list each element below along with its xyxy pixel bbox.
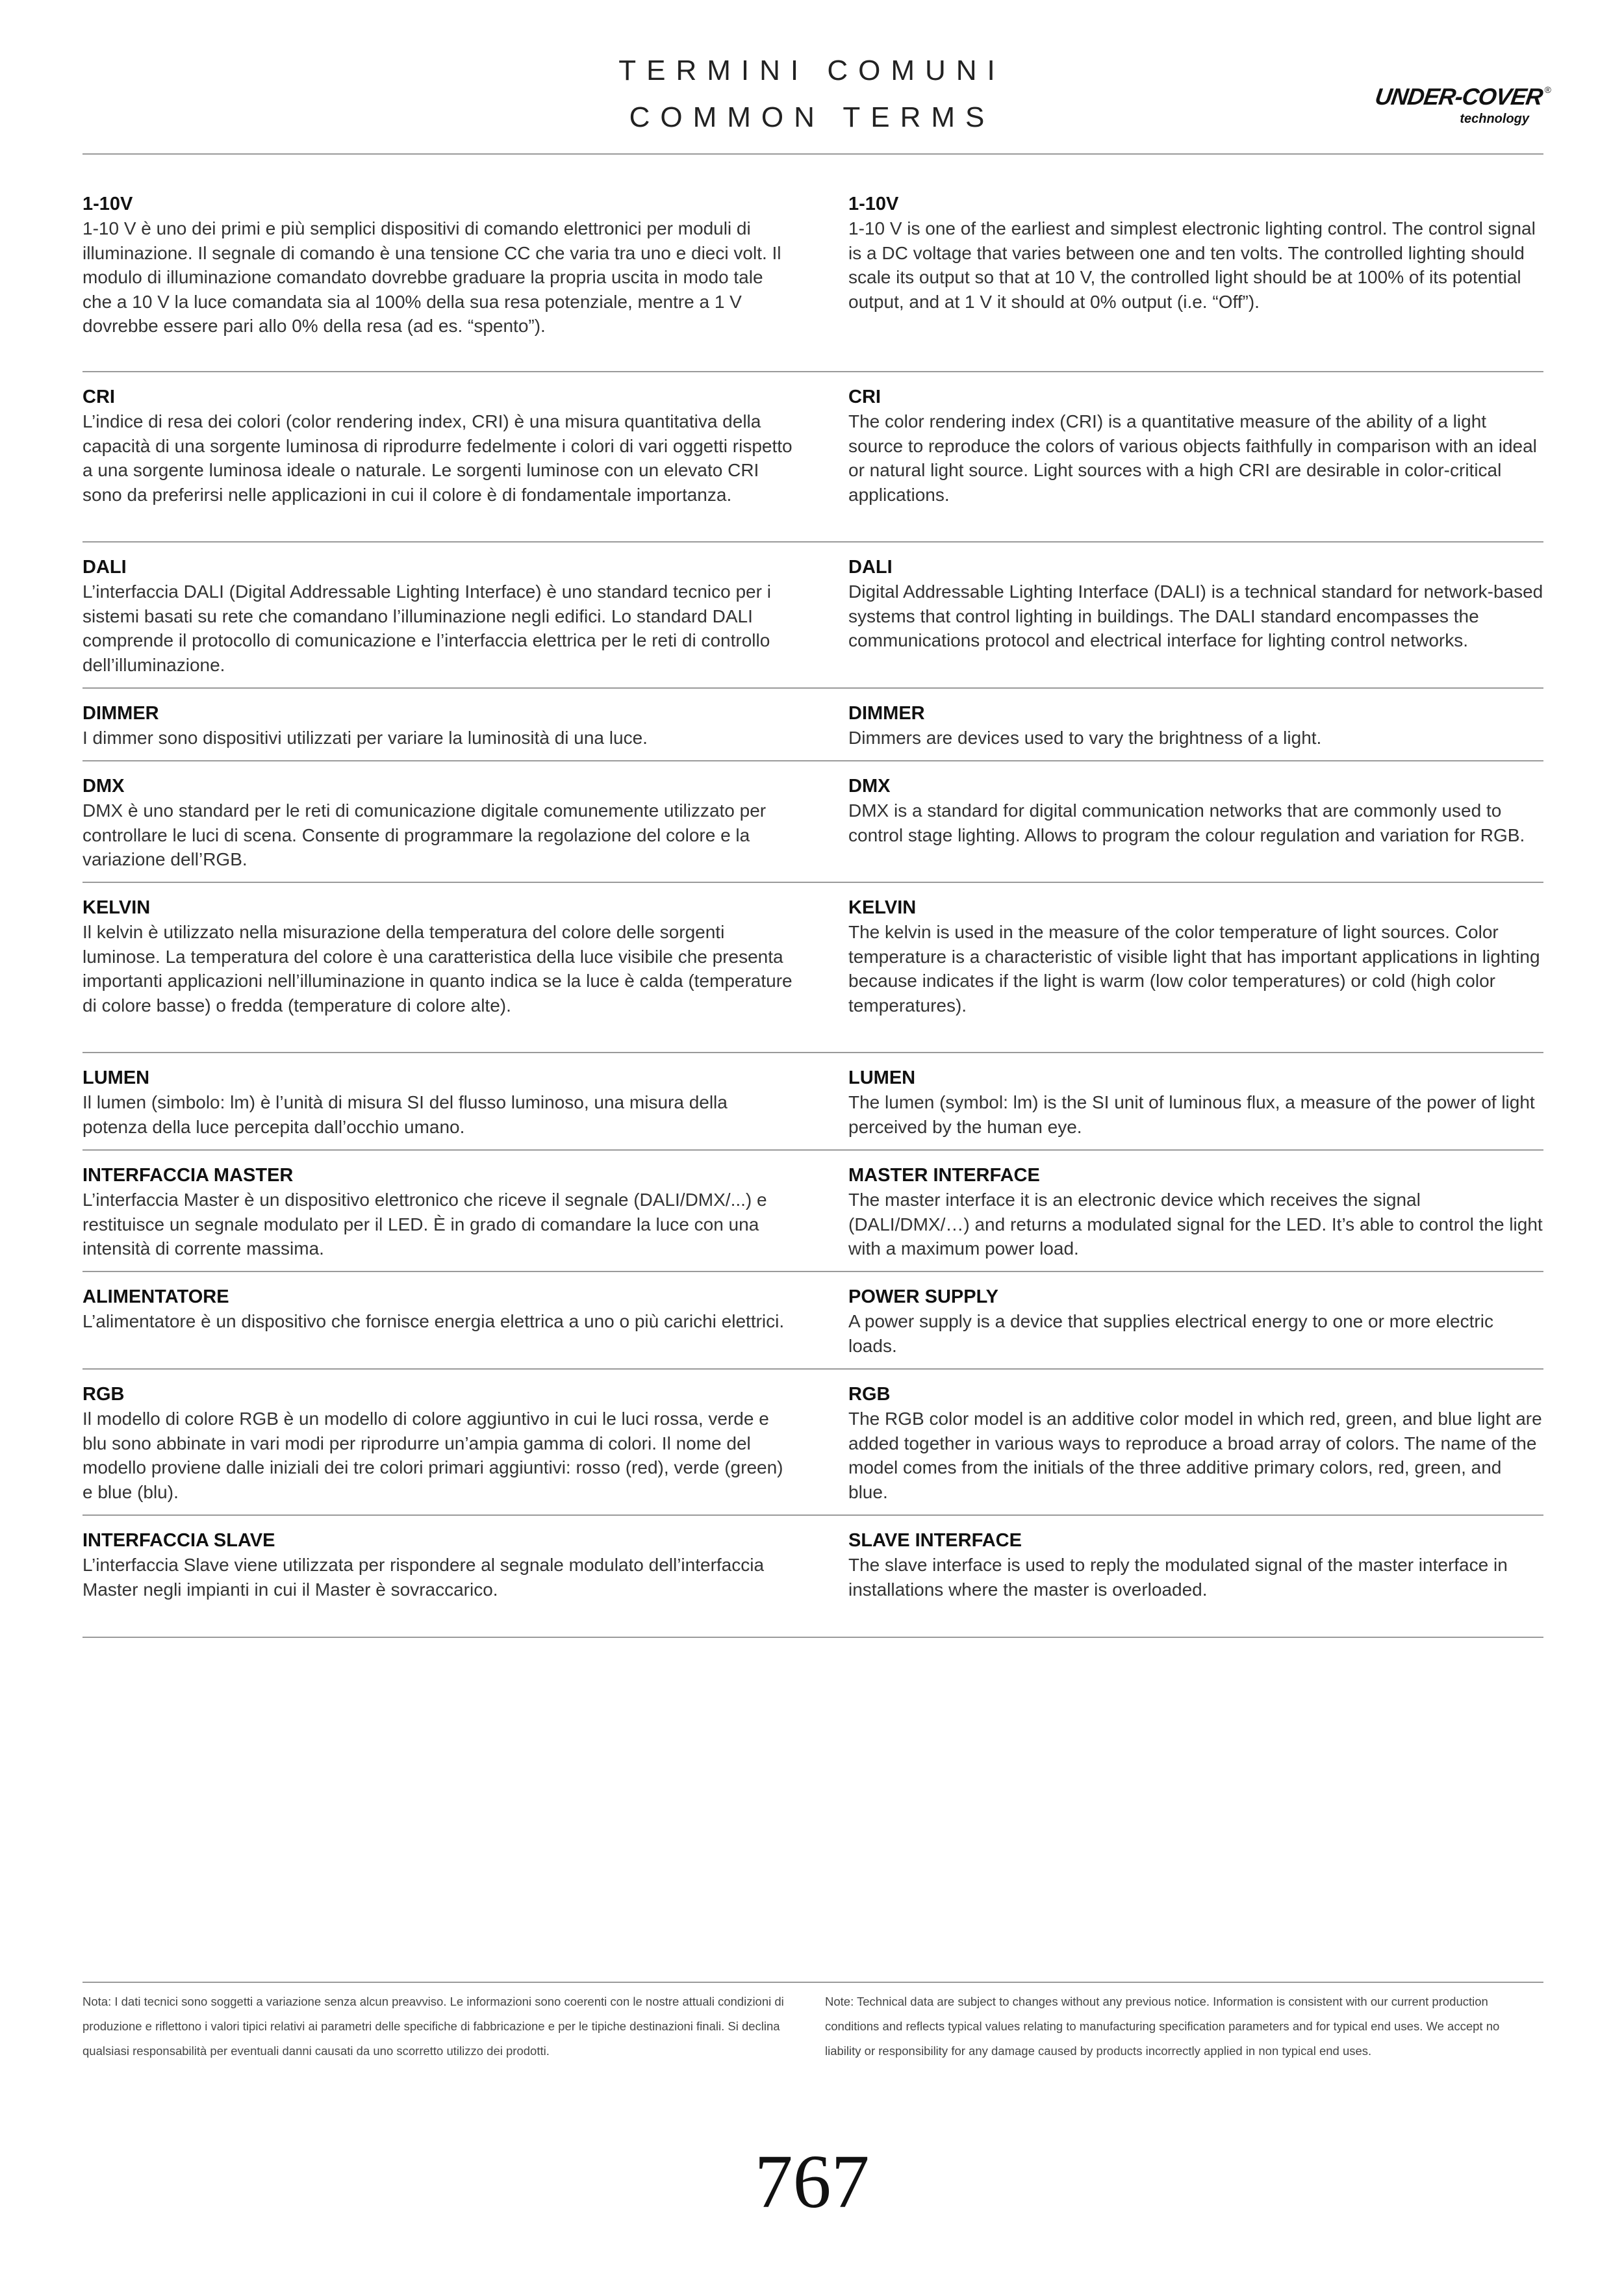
term-english: KELVIN xyxy=(848,897,917,918)
entry-italian xyxy=(82,385,797,530)
footnote-english: Note: Technical data are subject to changes without any previous notice. Information is consistent with our current production conditions and reflects typical values relating to manufacturing specification parameters and for typical end uses. We accept no liability or responsibility for any damage caused by products incorrectly applied in non typical end uses. xyxy=(825,1995,1500,2058)
definition-italian: Il lumen (simbolo: lm) è l’unità di misura SI del flusso luminoso, una misura della potenza della luce percepita dall’occhio umano. xyxy=(82,1092,728,1137)
glossary-entry xyxy=(82,1053,1543,1151)
entry-english xyxy=(848,774,1543,870)
term-english: MASTER INTERFACE xyxy=(848,1165,1040,1186)
page-title-italian: TERMINI COMUNI xyxy=(618,55,1006,86)
registered-mark-icon: ® xyxy=(1544,84,1551,95)
glossary-list xyxy=(82,179,1543,1638)
term-italian: INTERFACCIA MASTER xyxy=(82,1165,294,1186)
definition-italian: L’indice di resa dei colori (color rendering index, CRI) è una misura quantitativa della capacità di una sorgente luminosa di riprodurre fedelmente i colori di vari oggetti rispetto a una sorgente luminosa ideale o naturale. Le sorgenti luminose con un elevato CRI sono da preferirsi nelle applicazioni in cui il colore è di fondamentale importanza. xyxy=(82,411,793,505)
definition-italian: L’interfaccia DALI (Digital Addressable Lighting Interface) è uno standard tecnico per i sistemi basati su rete che comandano l’illuminazione negli edifici. Lo standard DALI comprende il protocollo di comunicazione e l’interfaccia elettrica per le reti di controllo dell’illuminazione. xyxy=(82,581,771,675)
glossary-entry xyxy=(82,1370,1543,1516)
glossary-entry xyxy=(82,689,1543,761)
entry-italian xyxy=(82,1066,797,1138)
definition-english: The slave interface is used to reply the modulated signal of the master interface in installations where the master is overloaded. xyxy=(848,1555,1508,1600)
term-italian: DIMMER xyxy=(82,703,159,724)
entry-english xyxy=(848,702,1543,748)
definition-italian: L’alimentatore è un dispositivo che fornisce energia elettrica a uno o più carichi elettrici. xyxy=(82,1311,785,1331)
glossary-entry xyxy=(82,372,1543,543)
term-italian: KELVIN xyxy=(82,897,151,918)
entry-italian xyxy=(82,774,797,870)
page-number: 767 xyxy=(754,2139,870,2224)
entry-english xyxy=(848,896,1543,1040)
term-italian: INTERFACCIA SLAVE xyxy=(82,1530,275,1551)
definition-english: The master interface it is an electronic device which receives the signal (DALI/DMX/…) and returns a modulated signal for the LED. It’s able to control the light with a maximum power load. xyxy=(848,1190,1543,1258)
glossary-entry xyxy=(82,1151,1543,1272)
under-cover-logo xyxy=(1373,83,1551,135)
term-italian: ALIMENTATORE xyxy=(82,1286,229,1307)
definition-italian: L’interfaccia Slave viene utilizzata per rispondere al segnale modulato dell’interfaccia Master negli impianti in cui il Master è sovraccarico. xyxy=(82,1555,765,1600)
term-italian: CRI xyxy=(82,387,115,407)
definition-italian: L’interfaccia Master è un dispositivo elettronico che riceve il segnale (DALI/DMX/...) e restituisce un segnale modulato per il LED. È in grado di comandare la luce con una intensità di corrente massima. xyxy=(82,1190,767,1258)
definition-english: The kelvin is used in the measure of the color temperature of light sources. Color temperature is a characteristic of visible light that has important applications in lighting because indicates if the light is warm (low color temperatures) or cold (high color temperatures). xyxy=(848,922,1540,1016)
term-english: DALI xyxy=(848,557,893,578)
term-italian: RGB xyxy=(82,1384,125,1405)
glossary-entry xyxy=(82,179,1543,372)
term-english: SLAVE INTERFACE xyxy=(848,1530,1022,1551)
entry-english xyxy=(848,1383,1543,1503)
term-english: DIMMER xyxy=(848,703,925,724)
footnote-italian: Nota: I dati tecnici sono soggetti a variazione senza alcun preavviso. Le informazioni sono coerenti con le nostre attuali condizioni di produzione e riflettono i valori tipici relativi ai parametri delle specifiche di fabbricazione e per le tipiche destinazioni finali. Si declina qualsiasi responsabilità per eventuali danni causati da uno scorretto utilizzo dei prodotti. xyxy=(82,1995,784,2058)
definition-italian: DMX è uno standard per le reti di comunicazione digitale comunemente utilizzato per controllare le luci di scena. Consente di programmare la regolazione del colore e la variazione dell’RGB. xyxy=(82,800,767,869)
page-title-english: COMMON TERMS xyxy=(629,101,995,133)
definition-italian: 1-10 V è uno dei primi e più semplici dispositivi di comando elettronici per moduli di illuminazione. Il segnale di comando è una tensione CC che varia tra uno e dieci volt. Il modulo di illuminazione comandato dovrebbe graduare la propria uscita in modo tale che a 10 V la luce comandata sia al 100% della sua resa potenziale, mentre a 1 V dovrebbe essere pari allo 0% della resa (ad es. “spento”). xyxy=(82,218,781,336)
term-english: DMX xyxy=(848,776,891,797)
definition-italian: Il kelvin è utilizzato nella misurazione della temperatura del colore delle sorgenti luminose. La temperatura del colore è una caratteristica della luce visibile che presenta importanti applicazioni nell’illuminazione in quanto indica se la luce è calda (temperature di colore basse) o fredda (temperature di colore alte). xyxy=(82,922,793,1016)
entry-italian xyxy=(82,1164,797,1259)
entry-italian xyxy=(82,556,797,676)
entry-italian xyxy=(82,1529,797,1625)
logo-wordmark: UNDER-COVER xyxy=(1373,83,1544,110)
entry-english xyxy=(848,1066,1543,1138)
entry-italian xyxy=(82,1285,797,1357)
term-italian: LUMEN xyxy=(82,1067,150,1088)
term-italian: 1-10V xyxy=(82,194,133,214)
entry-english xyxy=(848,1164,1543,1259)
definition-english: The RGB color model is an additive color model in which red, green, and blue light are added together in various ways to reproduce a broad array of colors. The name of the model comes from the initials of the three additive primary colors, red, green, and blue. xyxy=(848,1409,1542,1502)
footnote-divider xyxy=(82,1982,1543,1983)
definition-english: Digital Addressable Lighting Interface (DALI) is a technical standard for network-based systems that control lighting in buildings. The DALI standard encompasses the communications protocol and electrical interface for lighting control networks. xyxy=(848,581,1543,650)
entry-english xyxy=(848,192,1543,359)
definition-english: Dimmers are devices used to vary the brightness of a light. xyxy=(848,728,1322,748)
term-english: RGB xyxy=(848,1384,891,1405)
definition-italian: Il modello di colore RGB è un modello di colore aggiuntivo in cui le luci rossa, verde e blu sono abbinate in vari modi per riprodurre un’ampia gamma di colori. Il nome del modello proviene dalle iniziali dei tre colori primari aggiuntivi: rosso (red), verde (green) e blue (blu). xyxy=(82,1409,783,1502)
term-italian: DMX xyxy=(82,776,125,797)
glossary-entry xyxy=(82,761,1543,883)
definition-english: A power supply is a device that supplies electrical energy to one or more electric loads. xyxy=(848,1311,1493,1356)
entry-english xyxy=(848,556,1543,676)
term-english: LUMEN xyxy=(848,1067,916,1088)
term-italian: DALI xyxy=(82,557,127,578)
entry-english xyxy=(848,1529,1543,1625)
entry-italian xyxy=(82,192,797,359)
entry-english xyxy=(848,385,1543,530)
definition-english: The color rendering index (CRI) is a quantitative measure of the ability of a light source to reproduce the colors of various objects faithfully in comparison with an ideal or natural light source. Light sources with a high CRI are desirable in color-critical applications. xyxy=(848,411,1537,505)
definition-italian: I dimmer sono dispositivi utilizzati per variare la luminosità di una luce. xyxy=(82,728,648,748)
header-divider xyxy=(82,153,1543,155)
term-english: POWER SUPPLY xyxy=(848,1286,998,1307)
entry-italian xyxy=(82,1383,797,1503)
entry-italian xyxy=(82,896,797,1040)
logo-subtitle: technology xyxy=(1460,112,1529,126)
definition-english: DMX is a standard for digital communication networks that are commonly used to control stage lighting. Allows to program the colour regulation and variation for RGB. xyxy=(848,800,1525,845)
glossary-entry xyxy=(82,543,1543,689)
term-english: CRI xyxy=(848,387,881,407)
entry-english xyxy=(848,1285,1543,1357)
glossary-entry xyxy=(82,1516,1543,1638)
entry-italian xyxy=(82,702,797,748)
glossary-entry xyxy=(82,883,1543,1053)
term-english: 1-10V xyxy=(848,194,899,214)
glossary-entry xyxy=(82,1272,1543,1370)
definition-english: 1-10 V is one of the earliest and simplest electronic lighting control. The control signal is a DC voltage that varies between one and ten volts. The controlled lighting should scale its output so that at 10 V, the controlled light should be at 100% of its potential output, and at 1 V it should at 0% output (i.e. “Off”). xyxy=(848,218,1536,312)
definition-english: The lumen (symbol: lm) is the SI unit of luminous flux, a measure of the power of light perceived by the human eye. xyxy=(848,1092,1535,1137)
